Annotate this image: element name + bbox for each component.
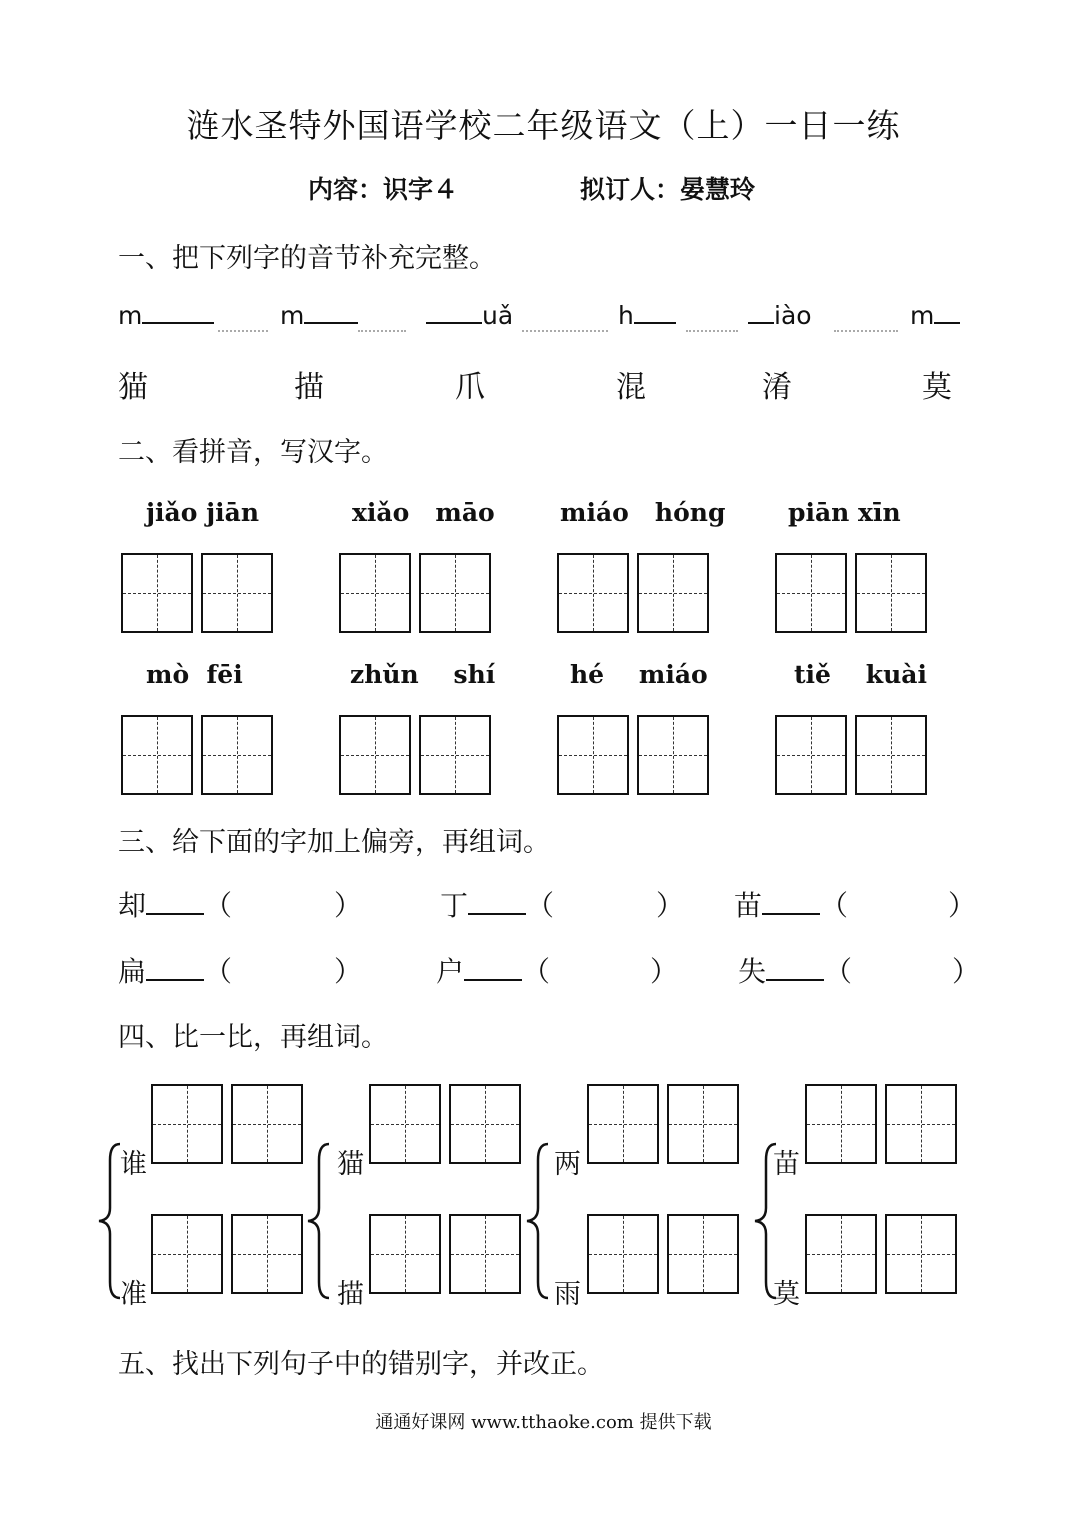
syllable-1-initial: m	[118, 301, 143, 330]
writing-grid-box[interactable]	[637, 553, 709, 633]
open-paren: （	[526, 889, 555, 922]
section3-heading: 三、给下面的字加上偏旁，再组词。	[118, 827, 550, 858]
char-1: 猫	[118, 370, 148, 405]
page-title: 涟水圣特外国语学校二年级语文（上）一日一练	[186, 106, 901, 145]
pinyin-prompt: mò fēi	[146, 660, 243, 689]
open-paren: （	[204, 889, 233, 922]
brace-icon	[305, 1140, 333, 1302]
radical-item	[734, 884, 848, 924]
char-2: 描	[294, 370, 324, 405]
base-char: 扁	[118, 955, 147, 988]
writing-grid-box[interactable]	[667, 1084, 739, 1164]
writing-grid-box[interactable]	[419, 715, 491, 795]
radical-blank[interactable]	[762, 889, 820, 915]
syllable-6	[910, 300, 960, 330]
close-paren: ）	[656, 889, 685, 922]
pinyin-prompt: piān xīn	[788, 498, 901, 527]
base-char: 户	[436, 955, 465, 988]
writing-grid-box[interactable]	[419, 553, 491, 633]
writing-grid-box[interactable]	[587, 1214, 659, 1294]
dotted-leader	[522, 312, 608, 332]
section4-heading: 四、比一比，再组词。	[118, 1022, 388, 1053]
pinyin-prompt: miáo hóng	[560, 498, 726, 527]
writing-grid-box[interactable]	[805, 1084, 877, 1164]
syllable-4-blank[interactable]	[634, 300, 676, 324]
footer-credit: 通通好课网 www.tthaoke.com 提供下载	[375, 1412, 712, 1433]
syllable-4-initial: h	[618, 301, 634, 330]
open-paren: （	[820, 889, 849, 922]
radical-blank[interactable]	[468, 889, 526, 915]
radical-blank[interactable]	[766, 955, 824, 981]
syllable-1-blank[interactable]	[142, 300, 214, 324]
char-5: 淆	[762, 370, 792, 405]
syllable-2-initial: m	[280, 301, 305, 330]
syllable-5-blank[interactable]	[748, 300, 774, 324]
writing-grid-box[interactable]	[775, 715, 847, 795]
writing-grid-box[interactable]	[369, 1084, 441, 1164]
compare-char-top: 猫	[337, 1149, 364, 1180]
writing-grid-box[interactable]	[339, 715, 411, 795]
writing-grid-box[interactable]	[339, 553, 411, 633]
compare-char-top: 谁	[120, 1149, 147, 1180]
compare-char-bottom: 莫	[773, 1279, 800, 1310]
writing-grid-box[interactable]	[449, 1084, 521, 1164]
radical-item	[118, 884, 232, 924]
compare-char-bottom: 准	[120, 1279, 147, 1310]
open-paren: （	[824, 955, 853, 988]
close-paren: ）	[334, 955, 363, 988]
char-3: 爪	[455, 370, 485, 405]
compare-char-bottom: 描	[337, 1279, 364, 1310]
radical-item	[440, 884, 554, 924]
writing-grid-box[interactable]	[121, 553, 193, 633]
writing-grid-box[interactable]	[587, 1084, 659, 1164]
syllable-5-final: iào	[774, 301, 812, 330]
base-char: 苗	[734, 889, 763, 922]
close-paren: ）	[334, 889, 363, 922]
open-paren: （	[204, 955, 233, 988]
syllable-2-blank[interactable]	[304, 300, 358, 324]
syllable-3-blank[interactable]	[426, 300, 482, 324]
syllable-3	[426, 300, 513, 330]
syllable-6-initial: m	[910, 301, 935, 330]
writing-grid-box[interactable]	[855, 715, 927, 795]
pinyin-prompt: jiǎo jiān	[146, 498, 260, 527]
radical-blank[interactable]	[146, 955, 204, 981]
syllable-1	[118, 300, 214, 330]
syllable-5	[748, 300, 812, 330]
syllable-4	[618, 300, 676, 330]
brace-icon	[524, 1140, 552, 1302]
content-label: 内容：识字４	[308, 175, 459, 204]
writing-grid-box[interactable]	[667, 1214, 739, 1294]
author-label: 拟订人：晏慧玲	[580, 175, 756, 204]
writing-grid-box[interactable]	[231, 1084, 303, 1164]
writing-grid-box[interactable]	[151, 1214, 223, 1294]
compare-char-bottom: 雨	[554, 1279, 581, 1310]
writing-grid-box[interactable]	[449, 1214, 521, 1294]
radical-blank[interactable]	[464, 955, 522, 981]
radical-item	[436, 950, 550, 990]
writing-grid-box[interactable]	[201, 553, 273, 633]
syllable-6-blank[interactable]	[934, 300, 960, 324]
compare-char-top: 两	[554, 1149, 581, 1180]
section5-heading: 五、找出下列句子中的错别字，并改正。	[118, 1349, 604, 1380]
dotted-leader	[834, 312, 898, 332]
radical-blank[interactable]	[146, 889, 204, 915]
writing-grid-box[interactable]	[885, 1084, 957, 1164]
writing-grid-box[interactable]	[805, 1214, 877, 1294]
writing-grid-box[interactable]	[231, 1214, 303, 1294]
syllable-3-final: uǎ	[482, 301, 514, 330]
section1-heading: 一、把下列字的音节补充完整。	[118, 243, 496, 274]
writing-grid-box[interactable]	[557, 553, 629, 633]
writing-grid-box[interactable]	[369, 1214, 441, 1294]
pinyin-prompt: xiǎo māo	[352, 498, 495, 527]
writing-grid-box[interactable]	[201, 715, 273, 795]
dotted-leader	[686, 312, 738, 332]
dotted-leader	[358, 312, 406, 332]
syllable-2	[280, 300, 358, 330]
pinyin-prompt: hé miáo	[570, 660, 708, 689]
writing-grid-box[interactable]	[151, 1084, 223, 1164]
open-paren: （	[522, 955, 551, 988]
close-paren: ）	[650, 955, 679, 988]
writing-grid-box[interactable]	[885, 1214, 957, 1294]
pinyin-prompt: tiě kuài	[794, 660, 927, 689]
pinyin-prompt: zhǔn shí	[350, 660, 496, 689]
writing-grid-box[interactable]	[855, 553, 927, 633]
base-char: 丁	[440, 889, 469, 922]
base-char: 却	[118, 889, 147, 922]
radical-item	[118, 950, 232, 990]
writing-grid-box[interactable]	[557, 715, 629, 795]
writing-grid-box[interactable]	[775, 553, 847, 633]
section2-heading: 二、看拼音，写汉字。	[118, 437, 388, 468]
dotted-leader	[218, 312, 268, 332]
char-4: 混	[616, 370, 646, 405]
writing-grid-box[interactable]	[121, 715, 193, 795]
close-paren: ）	[948, 889, 977, 922]
radical-item	[738, 950, 852, 990]
char-6: 莫	[922, 370, 952, 405]
close-paren: ）	[952, 955, 981, 988]
base-char: 失	[738, 955, 767, 988]
compare-char-top: 苗	[773, 1149, 800, 1180]
writing-grid-box[interactable]	[637, 715, 709, 795]
